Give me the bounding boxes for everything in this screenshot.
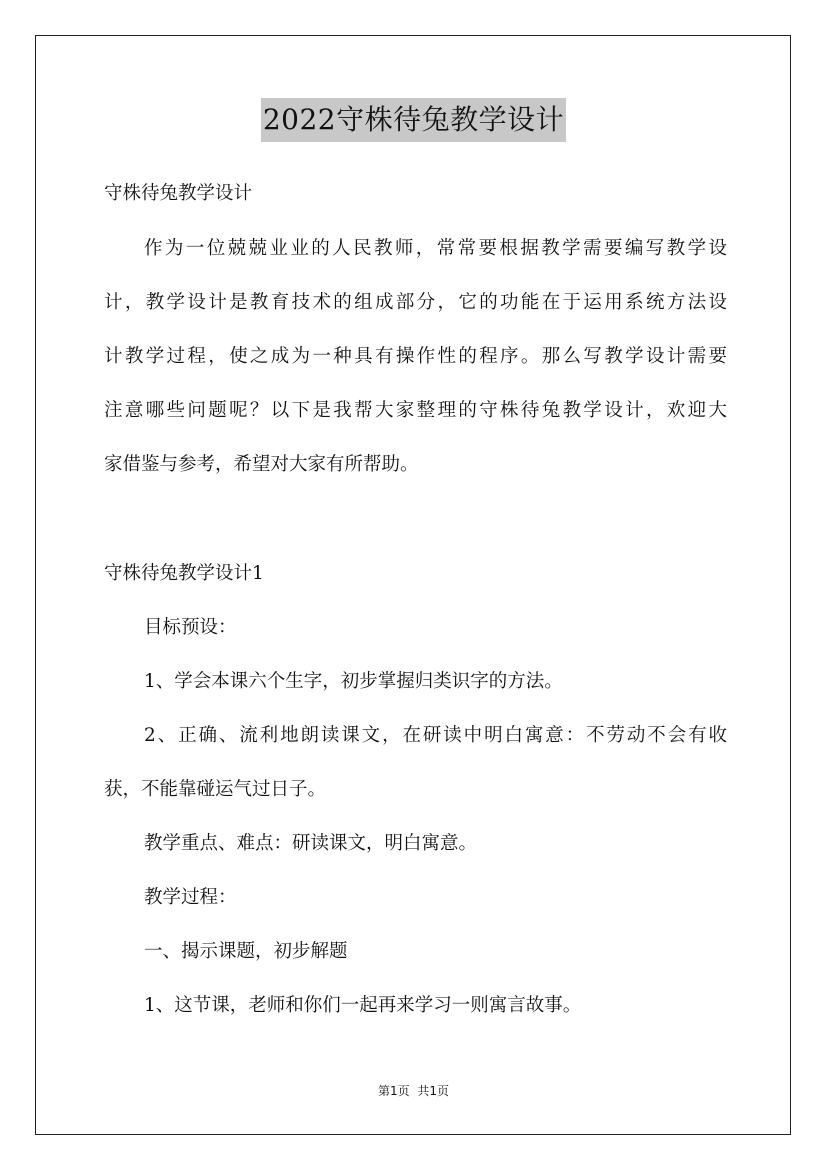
body-line-5: 教学重点、难点：研读课文，明白寓意。 — [144, 833, 478, 854]
body-line-4: 获，不能靠碰运气过日子。 — [104, 779, 327, 800]
title-container — [0, 98, 827, 142]
document-title: 2022守株待兔教学设计 — [261, 98, 566, 142]
page-total: 共1页 — [417, 1084, 449, 1098]
body-line-2: 1、学会本课六个生字，初步掌握归类识字的方法。 — [144, 671, 563, 692]
intro-line-3: 计教学过程，使之成为一种具有操作性的程序。那么写教学设计需要 — [104, 346, 727, 367]
intro-line-4: 注意哪些问题呢？以下是我帮大家整理的守株待兔教学设计，欢迎大 — [104, 400, 727, 421]
body-line-8: 1、这节课，老师和你们一起再来学习一则寓言故事。 — [144, 995, 582, 1016]
intro-line-2: 计，教学设计是教育技术的组成部分，它的功能在于运用系统方法设 — [104, 292, 727, 313]
section-heading: 守株待兔教学设计1 — [104, 563, 264, 584]
page-number: 第1页 — [378, 1084, 410, 1098]
page-footer — [0, 1083, 827, 1099]
body-line-1: 目标预设： — [144, 617, 237, 638]
document-subtitle: 守株待兔教学设计 — [104, 183, 253, 204]
body-line-6: 教学过程： — [144, 887, 237, 908]
body-line-7: 一、揭示课题，初步解题 — [144, 941, 348, 962]
intro-line-5: 家借鉴与参考，希望对大家有所帮助。 — [104, 454, 419, 475]
body-line-3: 2、正确、流利地朗读课文，在研读中明白寓意：不劳动不会有收 — [144, 725, 727, 746]
intro-line-1: 作为一位兢兢业业的人民教师，常常要根据教学需要编写教学设 — [144, 238, 727, 259]
